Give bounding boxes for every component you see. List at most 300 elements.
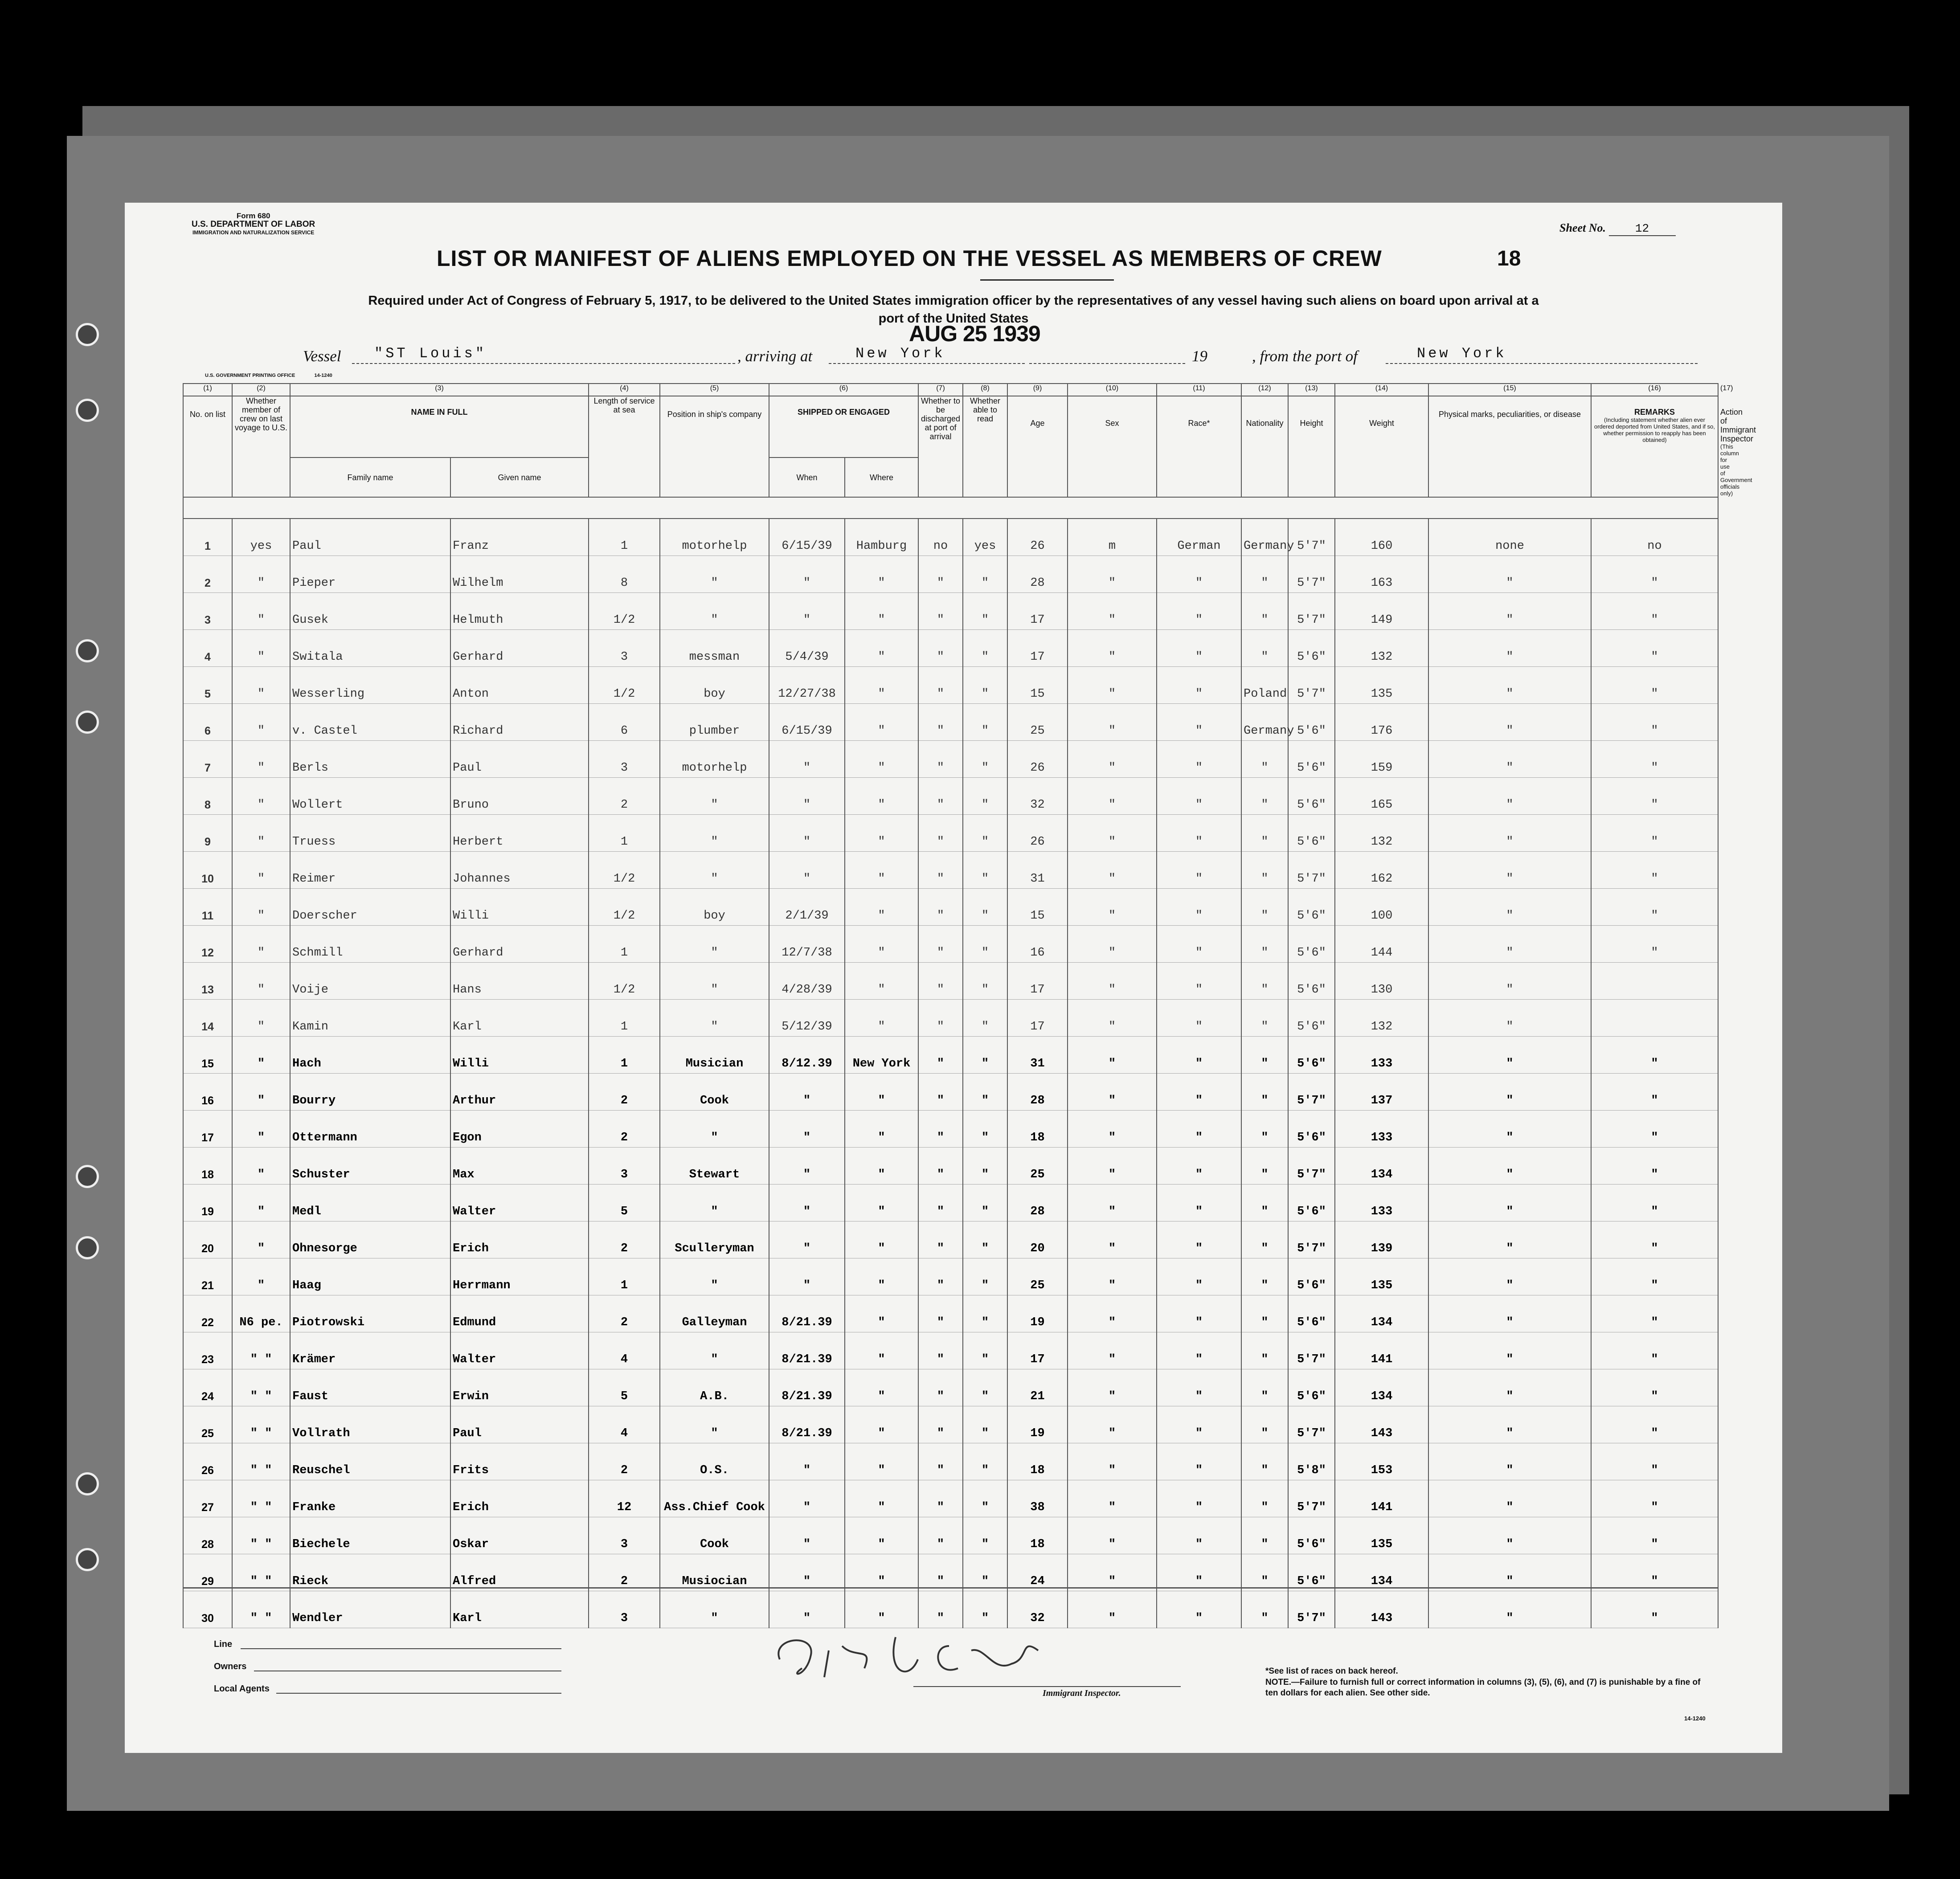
age: 15 (1007, 667, 1068, 704)
shipped-where: " (845, 1000, 918, 1037)
position: Musician (660, 1037, 769, 1074)
position: Stewart (660, 1148, 769, 1185)
physical-marks: " (1428, 1111, 1591, 1148)
service-length: 2 (589, 778, 660, 815)
physical-marks: " (1428, 852, 1591, 889)
sex: " (1068, 1517, 1157, 1554)
row-number: 14 (183, 1000, 232, 1037)
height: 5'6" (1288, 1517, 1335, 1554)
shipped-where: " (845, 741, 918, 778)
family-name: Franke (290, 1480, 450, 1517)
family-name: Wollert (290, 778, 450, 815)
table-row (183, 1443, 1718, 1480)
able-to-read: " (963, 889, 1007, 926)
shipped-where: " (845, 1591, 918, 1628)
able-to-read: " (963, 1406, 1007, 1443)
shipped-when: " (769, 1554, 845, 1591)
last-voyage-cell: " (232, 815, 290, 852)
last-voyage-cell: " (232, 926, 290, 963)
header-family-name: Family name (290, 457, 450, 497)
physical-marks: " (1428, 741, 1591, 778)
sex: " (1068, 1258, 1157, 1295)
remarks: " (1591, 1406, 1718, 1443)
physical-marks: " (1428, 889, 1591, 926)
last-voyage-cell: " (232, 889, 290, 926)
service-length: 2 (589, 1554, 660, 1591)
height: 5'6" (1288, 1185, 1335, 1221)
able-to-read: " (963, 1258, 1007, 1295)
nationality: " (1241, 1000, 1288, 1037)
remarks-note: (Including statement whether alien ever ordered deported from United States, and if so, whether permission to reapply has been obtained) (1594, 417, 1715, 443)
shipped-when: " (769, 778, 845, 815)
able-to-read: yes (963, 519, 1007, 556)
sex: " (1068, 593, 1157, 630)
local-agents-field (276, 1693, 561, 1694)
position: " (660, 1406, 769, 1443)
position: " (660, 926, 769, 963)
nationality: " (1241, 1554, 1288, 1591)
nationality: " (1241, 1517, 1288, 1554)
shipped-when: " (769, 815, 845, 852)
weight: 176 (1335, 704, 1428, 741)
service-length: 5 (589, 1369, 660, 1406)
remarks: " (1591, 593, 1718, 630)
physical-marks: " (1428, 1148, 1591, 1185)
age: 31 (1007, 852, 1068, 889)
row-number: 20 (183, 1221, 232, 1258)
row-number: 5 (183, 667, 232, 704)
last-voyage-cell: " (232, 667, 290, 704)
last-voyage-cell: " " (232, 1443, 290, 1480)
discharged: " (918, 852, 963, 889)
family-name: Voije (290, 963, 450, 1000)
header-row: No. on list Whether member of crew on last voyage to U.S. NAME IN FULL Length of service at sea Position in ship's company SHIPPED OR ENGAGED Whether to be discharged at port of arrival Whether able to read Age Sex Race* Nationality Height Weight Physical marks, peculiarities, or disease REMARKS (Including statement whether alien ever ordered deported from United States, and if so, whether permission to reapply has been obtained) Action of Immigrant Inspector (This column for use of Government officials only) (183, 396, 1718, 457)
able-to-read: " (963, 852, 1007, 889)
age: 28 (1007, 556, 1068, 593)
shipped-when: 2/1/39 (769, 889, 845, 926)
shipped-when: " (769, 741, 845, 778)
colnum-11: (11) (1157, 384, 1241, 396)
department: U.S. DEPARTMENT OF LABOR (192, 220, 315, 229)
race: " (1157, 1332, 1241, 1369)
remarks: " (1591, 1258, 1718, 1295)
able-to-read: " (963, 815, 1007, 852)
height: 5'6" (1288, 704, 1335, 741)
able-to-read: " (963, 741, 1007, 778)
colnum-16: (16) (1591, 384, 1718, 396)
physical-marks: " (1428, 630, 1591, 667)
position: " (660, 1185, 769, 1221)
sex: " (1068, 926, 1157, 963)
race: " (1157, 630, 1241, 667)
race: " (1157, 1185, 1241, 1221)
shipped-where: " (845, 1369, 918, 1406)
service-length: 12 (589, 1480, 660, 1517)
nationality: " (1241, 889, 1288, 926)
printing-office (205, 373, 332, 378)
service-length: 2 (589, 1074, 660, 1111)
discharged: " (918, 926, 963, 963)
height: 5'6" (1288, 1554, 1335, 1591)
given-name: Willi (450, 889, 589, 926)
position: " (660, 593, 769, 630)
shipped-when: " (769, 852, 845, 889)
position: Musiocian (660, 1554, 769, 1591)
nationality: " (1241, 926, 1288, 963)
sex: " (1068, 815, 1157, 852)
physical-marks: " (1428, 1554, 1591, 1591)
able-to-read: " (963, 926, 1007, 963)
table-row (183, 1332, 1718, 1369)
weight: 134 (1335, 1369, 1428, 1406)
able-to-read: " (963, 556, 1007, 593)
colnum-1: (1) (183, 384, 232, 396)
race: " (1157, 1037, 1241, 1074)
last-voyage-cell: " (232, 1221, 290, 1258)
remarks: " (1591, 815, 1718, 852)
discharged: " (918, 1480, 963, 1517)
row-number: 16 (183, 1074, 232, 1111)
age: 18 (1007, 1443, 1068, 1480)
weight: 135 (1335, 1517, 1428, 1554)
shipped-when: " (769, 1258, 845, 1295)
nationality: " (1241, 778, 1288, 815)
age: 20 (1007, 1221, 1068, 1258)
age: 17 (1007, 593, 1068, 630)
sex: " (1068, 1221, 1157, 1258)
weight: 143 (1335, 1406, 1428, 1443)
given-name: Anton (450, 667, 589, 704)
nationality: Germany (1241, 519, 1288, 556)
weight: 134 (1335, 1554, 1428, 1591)
last-voyage-cell: " " (232, 1406, 290, 1443)
shipped-when: 8/21.39 (769, 1332, 845, 1369)
age: 28 (1007, 1074, 1068, 1111)
age: 25 (1007, 1148, 1068, 1185)
column-number-row: (1) (2) (3) (4) (5) (6) (7) (8) (9) (10) (11) (12) (13) (14) (15) (16) (17) (183, 384, 1718, 396)
printing-office-text: U.S. GOVERNMENT PRINTING OFFICE (205, 373, 295, 378)
height: 5'7" (1288, 1406, 1335, 1443)
row-number: 29 (183, 1554, 232, 1591)
race: " (1157, 815, 1241, 852)
service-length: 1 (589, 815, 660, 852)
colnum-12: (12) (1241, 384, 1288, 396)
nationality: " (1241, 852, 1288, 889)
shipped-where: " (845, 1406, 918, 1443)
header-position: Position in ship's company (660, 396, 769, 497)
shipped-where: " (845, 1443, 918, 1480)
table-row (183, 1221, 1718, 1258)
weight: 133 (1335, 1037, 1428, 1074)
race: " (1157, 1517, 1241, 1554)
header-no-on-list: No. on list (183, 396, 232, 497)
discharged: " (918, 1332, 963, 1369)
position: " (660, 1591, 769, 1628)
nationality: " (1241, 593, 1288, 630)
height: 5'7" (1288, 1480, 1335, 1517)
sex: " (1068, 1074, 1157, 1111)
sex: " (1068, 704, 1157, 741)
discharged: " (918, 704, 963, 741)
nationality: " (1241, 815, 1288, 852)
family-name: Paul (290, 519, 450, 556)
last-voyage-cell: N6 pe. (232, 1295, 290, 1332)
row-number: 19 (183, 1185, 232, 1221)
shipped-where: Hamburg (845, 519, 918, 556)
table-row (183, 1258, 1718, 1295)
form-number: Form 680 (236, 212, 270, 220)
discharged: no (918, 519, 963, 556)
remarks: " (1591, 1591, 1718, 1628)
position: Cook (660, 1517, 769, 1554)
height: 5'6" (1288, 963, 1335, 1000)
binder-hole (76, 1236, 99, 1259)
table-row (183, 1111, 1718, 1148)
local-agents-label: Local Agents (214, 1684, 270, 1694)
row-number: 23 (183, 1332, 232, 1369)
race: " (1157, 1074, 1241, 1111)
given-name: Max (450, 1148, 589, 1185)
remarks: " (1591, 1443, 1718, 1480)
binder-hole (76, 1165, 99, 1188)
nationality: " (1241, 1480, 1288, 1517)
physical-marks: " (1428, 1517, 1591, 1554)
able-to-read: " (963, 1480, 1007, 1517)
height: 5'6" (1288, 741, 1335, 778)
fine-note: NOTE.—Failure to furnish full or correct information in columns (3), (5), (6), and (7) is punishable by a fine of ten dollars for each alien. See other side. (1265, 1678, 1701, 1698)
age: 16 (1007, 926, 1068, 963)
race: " (1157, 556, 1241, 593)
arriving-label: , arriving at (737, 347, 813, 365)
weight: 135 (1335, 667, 1428, 704)
discharged: " (918, 1148, 963, 1185)
shipped-where: " (845, 1554, 918, 1591)
shipped-when: " (769, 1148, 845, 1185)
arrival-date-stamp: AUG 25 1939 (909, 321, 1040, 346)
row-number: 3 (183, 593, 232, 630)
remarks: " (1591, 1074, 1718, 1111)
family-name: Ottermann (290, 1111, 450, 1148)
discharged: " (918, 1074, 963, 1111)
nationality: " (1241, 1369, 1288, 1406)
printing-code: 14-1240 (314, 373, 332, 378)
service-length: 6 (589, 704, 660, 741)
row-number: 15 (183, 1037, 232, 1074)
nationality: " (1241, 1074, 1288, 1111)
race: " (1157, 704, 1241, 741)
header-nationality: Nationality (1241, 396, 1288, 497)
able-to-read: " (963, 1332, 1007, 1369)
weight: 134 (1335, 1295, 1428, 1332)
remarks: " (1591, 889, 1718, 926)
age: 32 (1007, 778, 1068, 815)
family-name: Schuster (290, 1148, 450, 1185)
last-voyage-cell: " (232, 852, 290, 889)
given-name: Paul (450, 1406, 589, 1443)
sex: " (1068, 889, 1157, 926)
header-length-of-service: Length of service at sea (589, 396, 660, 497)
last-voyage-cell: " (232, 704, 290, 741)
remarks: " (1591, 926, 1718, 963)
given-name: Erich (450, 1480, 589, 1517)
family-name: Haag (290, 1258, 450, 1295)
remarks: " (1591, 1295, 1718, 1332)
last-voyage-cell: " " (232, 1554, 290, 1591)
shipped-when: " (769, 1480, 845, 1517)
discharged: " (918, 1591, 963, 1628)
shipped-when: " (769, 1074, 845, 1111)
nationality: " (1241, 630, 1288, 667)
discharged: " (918, 1554, 963, 1591)
nationality: " (1241, 1295, 1288, 1332)
weight: 132 (1335, 1000, 1428, 1037)
height: 5'7" (1288, 1332, 1335, 1369)
row-number: 12 (183, 926, 232, 963)
shipped-where: " (845, 1295, 918, 1332)
able-to-read: " (963, 1517, 1007, 1554)
remarks (1591, 963, 1718, 1000)
able-to-read: " (963, 1369, 1007, 1406)
shipped-where: " (845, 704, 918, 741)
sex: " (1068, 1000, 1157, 1037)
discharged: " (918, 1369, 963, 1406)
weight: 162 (1335, 852, 1428, 889)
page-title: LIST OR MANIFEST OF ALIENS EMPLOYED ON THE VESSEL AS MEMBERS OF CREW (437, 246, 1382, 271)
weight: 165 (1335, 778, 1428, 815)
service-length: 3 (589, 1591, 660, 1628)
service-length: 4 (589, 1332, 660, 1369)
arriving-underline (829, 363, 1025, 364)
age: 32 (1007, 1591, 1068, 1628)
nationality: " (1241, 556, 1288, 593)
shipped-when: " (769, 1221, 845, 1258)
nationality: " (1241, 1185, 1288, 1221)
nationality: Poland (1241, 667, 1288, 704)
shipped-when: 12/27/38 (769, 667, 845, 704)
physical-marks: " (1428, 704, 1591, 741)
header-able-to-read: Whether able to read (963, 396, 1007, 497)
weight: 141 (1335, 1332, 1428, 1369)
discharged: " (918, 1221, 963, 1258)
position: " (660, 1111, 769, 1148)
remarks: " (1591, 1480, 1718, 1517)
able-to-read: " (963, 1000, 1007, 1037)
height: 5'6" (1288, 1295, 1335, 1332)
sex: m (1068, 519, 1157, 556)
shipped-where: " (845, 1074, 918, 1111)
position: " (660, 1258, 769, 1295)
family-name: Piotrowski (290, 1295, 450, 1332)
shipped-when: " (769, 1111, 845, 1148)
position: Sculleryman (660, 1221, 769, 1258)
table-row (183, 1148, 1718, 1185)
position: plumber (660, 704, 769, 741)
binder-hole (76, 711, 99, 734)
able-to-read: " (963, 778, 1007, 815)
table-row (183, 704, 1718, 741)
footer-print-code: 14-1240 (1684, 1715, 1706, 1722)
race: " (1157, 926, 1241, 963)
colnum-15: (15) (1428, 384, 1591, 396)
discharged: " (918, 1406, 963, 1443)
able-to-read: " (963, 1185, 1007, 1221)
header-where: Where (845, 457, 918, 497)
shipped-where: " (845, 778, 918, 815)
remarks: " (1591, 1111, 1718, 1148)
height: 5'7" (1288, 556, 1335, 593)
service: IMMIGRATION AND NATURALIZATION SERVICE (192, 229, 315, 236)
weight: 132 (1335, 630, 1428, 667)
race: " (1157, 1295, 1241, 1332)
given-name: Herbert (450, 815, 589, 852)
nationality: " (1241, 1443, 1288, 1480)
table-row (183, 963, 1718, 1000)
line-label: Line (214, 1639, 233, 1649)
remarks: " (1591, 630, 1718, 667)
age: 38 (1007, 1480, 1068, 1517)
last-voyage-cell: " (232, 1258, 290, 1295)
position: Ass.Chief Cook (660, 1480, 769, 1517)
discharged: " (918, 778, 963, 815)
row-number: 18 (183, 1148, 232, 1185)
from-underline (1386, 363, 1698, 364)
height: 5'7" (1288, 593, 1335, 630)
service-length: 1 (589, 1037, 660, 1074)
binder-hole (76, 1548, 99, 1571)
binder-hole (76, 399, 99, 422)
race: " (1157, 1111, 1241, 1148)
physical-marks: " (1428, 667, 1591, 704)
given-name: Franz (450, 519, 589, 556)
able-to-read: " (963, 593, 1007, 630)
weight: 130 (1335, 963, 1428, 1000)
header-last-voyage: Whether member of crew on last voyage to U.S. (232, 396, 290, 497)
remarks: " (1591, 1037, 1718, 1074)
given-name: Alfred (450, 1554, 589, 1591)
header-discharged: Whether to be discharged at port of arrival (918, 396, 963, 497)
discharged: " (918, 1037, 963, 1074)
position: O.S. (660, 1443, 769, 1480)
table-row (183, 1480, 1718, 1517)
shipped-when: 5/4/39 (769, 630, 845, 667)
table-row (183, 1517, 1718, 1554)
service-length: 3 (589, 1148, 660, 1185)
height: 5'6" (1288, 630, 1335, 667)
family-name: Hach (290, 1037, 450, 1074)
race: " (1157, 1480, 1241, 1517)
nationality: " (1241, 741, 1288, 778)
date-underline (1029, 363, 1185, 364)
service-length: 3 (589, 1517, 660, 1554)
height: 5'6" (1288, 1037, 1335, 1074)
colnum-2: (2) (232, 384, 290, 396)
table-row (183, 630, 1718, 667)
height: 5'7" (1288, 852, 1335, 889)
last-voyage-cell: " " (232, 1480, 290, 1517)
last-voyage-cell: " " (232, 1517, 290, 1554)
service-length: 1/2 (589, 593, 660, 630)
row-number: 2 (183, 556, 232, 593)
shipped-where: " (845, 1258, 918, 1295)
sheet-number: 12 (1609, 222, 1676, 236)
height: 5'6" (1288, 815, 1335, 852)
height: 5'7" (1288, 1074, 1335, 1111)
age: 18 (1007, 1111, 1068, 1148)
height: 5'6" (1288, 1369, 1335, 1406)
row-number: 1 (183, 519, 232, 556)
race: " (1157, 1443, 1241, 1480)
able-to-read: " (963, 1074, 1007, 1111)
